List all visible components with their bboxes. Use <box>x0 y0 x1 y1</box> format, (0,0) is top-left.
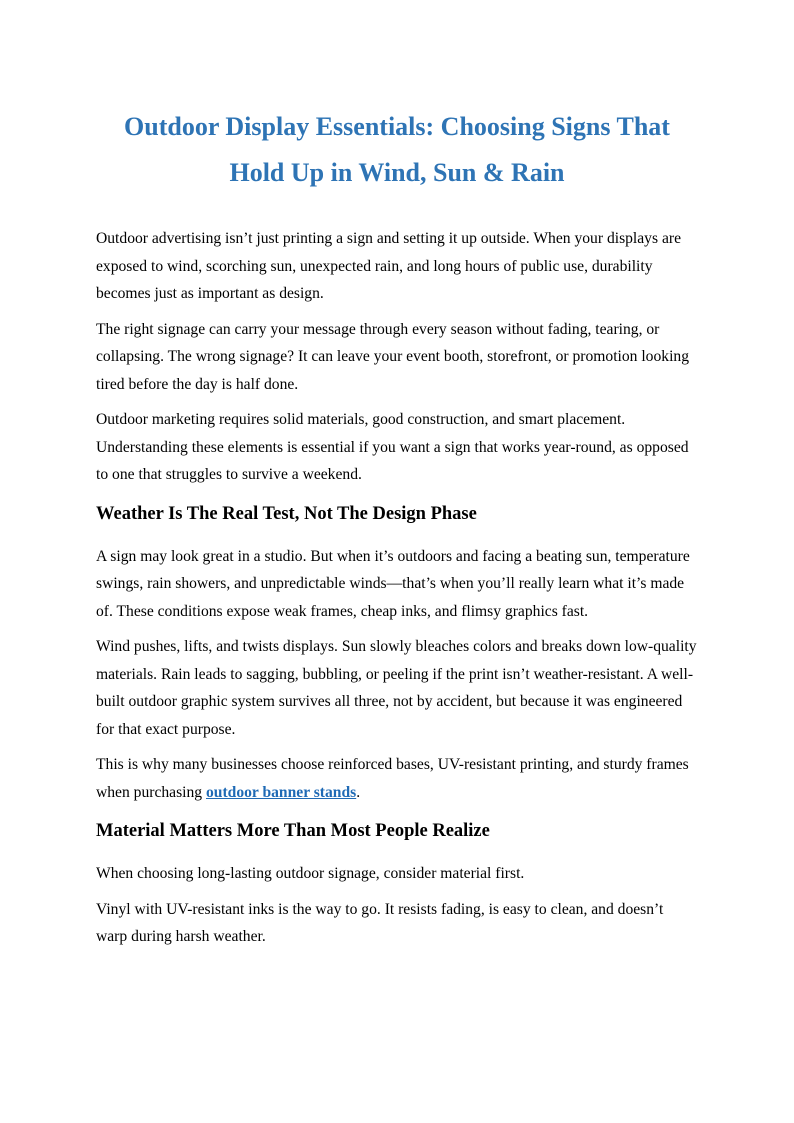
weather-paragraph-1: A sign may look great in a studio. But when it’s outdoors and facing a beating sun, temperature swings, rain showers, and unpredictable winds—that’s when you’ll really learn what it’s made of. These conditions expose weak frames, cheap inks, and flimsy graphics fast. <box>96 547 690 620</box>
link-paragraph-text: This is why many businesses choose reinforced bases, UV-resistant printing, and sturdy frames when purchasing <box>96 756 689 801</box>
intro-paragraph-3: Outdoor marketing requires solid materials, good construction, and smart placement. Understanding these elements is essential if you want a sign that works year-round, as opposed to one that struggles to survive a weekend. <box>96 411 689 483</box>
document-title <box>96 104 698 196</box>
section-heading-material: Material Matters More Than Most People Realize <box>96 821 490 841</box>
link-paragraph-end: . <box>356 783 361 801</box>
weather-paragraph-2: Wind pushes, lifts, and twists displays. Sun slowly bleaches colors and breaks down low-quality materials. Rain leads to sagging, bubbling, or peeling if the print isn’t weather-resistant. A well-built outdoor graphic system survives all three, not by accident, but because it was engineered for that exact purpose. <box>96 638 697 738</box>
title-line-2: Hold Up in Wind, Sun & Rain <box>229 158 565 187</box>
weather-paragraph-3 <box>96 751 698 806</box>
intro-paragraph-1: Outdoor advertising isn’t just printing a sign and setting it up outside. When your displays are exposed to wind, scorching sun, unexpected rain, and long hours of public use, durability becomes just as important as design. <box>96 230 681 302</box>
material-paragraph-2: Vinyl with UV-resistant inks is the way to go. It resists fading, is easy to clean, and doesn’t warp during harsh weather. <box>96 900 664 945</box>
section-heading-weather: Weather Is The Real Test, Not The Design Phase <box>96 503 477 524</box>
document-page <box>96 104 698 959</box>
outdoor-banner-stands-link[interactable]: outdoor banner stands <box>206 783 357 801</box>
material-paragraph-1: When choosing long-lasting outdoor signage, consider material first. <box>96 865 525 882</box>
intro-paragraph-2: The right signage can carry your message through every season without fading, tearing, or collapsing. The wrong signage? It can leave your event booth, storefront, or promotion looking tired before the day is half done. <box>96 320 689 393</box>
title-line-1: Outdoor Display Essentials: Choosing Signs That <box>124 112 670 141</box>
